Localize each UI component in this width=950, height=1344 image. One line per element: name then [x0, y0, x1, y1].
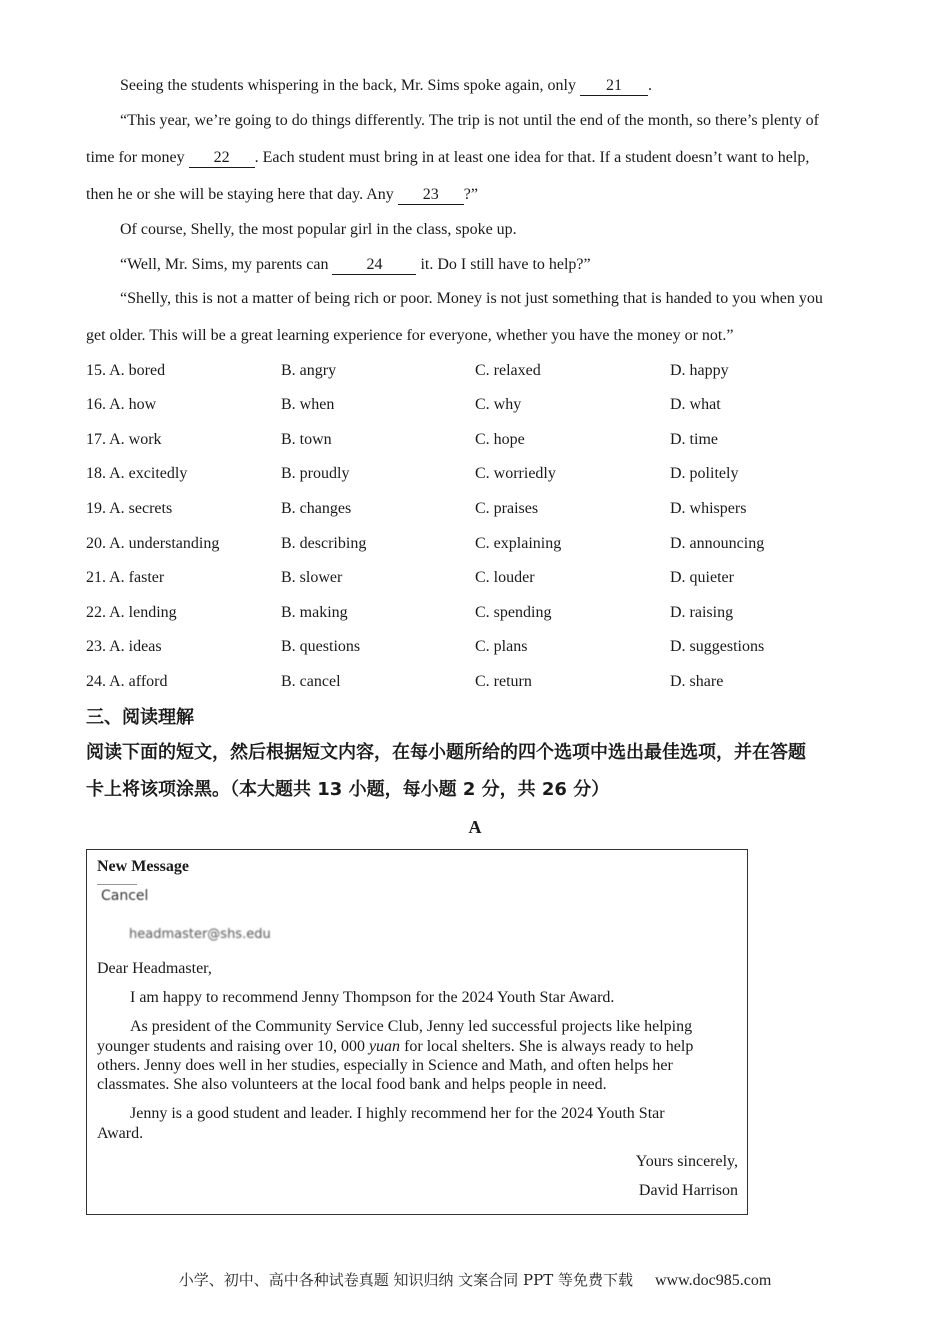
footer-text: 小学、初中、高中各种试卷真题 知识归纳 文案合同 PPT 等免费下载 [178, 1271, 633, 1289]
passage-text: then he or she will be staying here that day. Any [86, 186, 398, 203]
option-17-a: 17. A. work [86, 431, 162, 448]
passage-text: it. Do I still have to help?” [416, 256, 591, 273]
passage-paragraph-1 [120, 76, 652, 96]
blank-22: 22 [189, 149, 255, 168]
option-24-d: D. share [670, 673, 724, 690]
email-text-italic: yuan [368, 1038, 401, 1055]
email-paragraph-2-line-1: As president of the Community Service Club, Jenny led successful projects like helping [130, 1018, 693, 1035]
option-20-d: D. announcing [670, 535, 765, 552]
passage-paragraph-2-line-1: “This year, we’re going to do things differently. The trip is not until the end of the month, so there’s plenty of [120, 112, 819, 129]
option-21-a: 21. A. faster [86, 569, 165, 586]
email-greeting: Dear Headmaster, [97, 960, 212, 977]
message-title: New Message [97, 858, 189, 875]
option-18-a: 18. A. excitedly [86, 465, 188, 482]
passage-text: Seeing the students whispering in the back, Mr. Sims spoke again, only [120, 77, 580, 94]
passage-paragraph-2-line-3 [86, 185, 478, 205]
option-15-c: C. relaxed [475, 362, 541, 379]
option-20-c: C. explaining [475, 535, 562, 552]
passage-paragraph-3: Of course, Shelly, the most popular girl in the class, spoke up. [120, 221, 517, 238]
option-19-d: D. whispers [670, 500, 747, 517]
option-22-c: C. spending [475, 604, 552, 621]
option-15-b: B. angry [281, 362, 337, 379]
option-17-c: C. hope [475, 431, 525, 448]
option-16-d: D. what [670, 396, 721, 413]
option-23-c: C. plans [475, 638, 528, 655]
cancel-button[interactable]: Cancel [101, 888, 149, 904]
option-16-a: 16. A. how [86, 396, 157, 413]
email-signature: David Harrison [638, 1182, 738, 1199]
option-17-b: B. town [281, 431, 332, 448]
part-label: A [468, 817, 482, 837]
passage-paragraph-4 [120, 255, 591, 275]
passage-text: . Each student must bring in at least one idea for that. If a student doesn’t want to help, [254, 149, 810, 166]
page-footer [0, 1269, 950, 1290]
passage-text: “Well, Mr. Sims, my parents can [120, 256, 333, 273]
option-18-b: B. proudly [281, 465, 350, 482]
option-24-c: C. return [475, 673, 532, 690]
option-17-d: D. time [670, 431, 718, 448]
option-18-d: D. politely [670, 465, 739, 482]
email-text: younger students and raising over 10, 000 [97, 1038, 369, 1055]
option-18-c: C. worriedly [475, 465, 556, 482]
section-heading: 三、阅读理解 [86, 707, 194, 728]
option-19-c: C. praises [475, 500, 539, 517]
recipient-address: headmaster@shs.edu [129, 927, 271, 942]
option-21-c: C. louder [475, 569, 535, 586]
option-21-d: D. quieter [670, 569, 734, 586]
option-19-b: B. changes [281, 500, 352, 517]
email-paragraph-3-line-2: Award. [97, 1125, 144, 1142]
passage-paragraph-5-line-2: get older. This will be a great learning experience for everyone, whether you have the money or not.” [86, 327, 734, 344]
option-23-a: 23. A. ideas [86, 638, 162, 655]
option-21-b: B. slower [281, 569, 343, 586]
option-22-a: 22. A. lending [86, 604, 177, 621]
blank-21: 21 [580, 77, 648, 96]
option-24-a: 24. A. afford [86, 673, 168, 690]
passage-text: ?” [463, 186, 478, 203]
email-paragraph-1: I am happy to recommend Jenny Thompson for the 2024 Youth Star Award. [130, 989, 615, 1006]
blank-24: 24 [332, 256, 416, 275]
option-15-d: D. happy [670, 362, 729, 379]
email-paragraph-2-line-4: classmates. She also volunteers at the local food bank and helps people in need. [97, 1076, 607, 1093]
passage-paragraph-2-line-2 [86, 148, 809, 168]
title-divider [97, 884, 137, 885]
email-message-box [86, 849, 748, 1215]
option-19-a: 19. A. secrets [86, 500, 173, 517]
option-22-d: D. raising [670, 604, 734, 621]
option-23-d: D. suggestions [670, 638, 765, 655]
passage-text: . [647, 77, 652, 94]
section-instruction-line-2: 卡上将该项涂黑。（本大题共 13 小题，每小题 2 分，共 26 分） [86, 779, 610, 800]
footer-url[interactable]: www.doc985.com [654, 1272, 772, 1289]
option-20-b: B. describing [281, 535, 367, 552]
email-paragraph-2-line-3: others. Jenny does well in her studies, especially in Science and Math, and often helps her [97, 1057, 673, 1074]
passage-text: time for money [86, 149, 189, 166]
option-24-b: B. cancel [281, 673, 341, 690]
option-16-c: C. why [475, 396, 522, 413]
option-22-b: B. making [281, 604, 348, 621]
email-paragraph-2-line-2 [97, 1037, 693, 1057]
option-15-a: 15. A. bored [86, 362, 166, 379]
option-16-b: B. when [281, 396, 335, 413]
option-23-b: B. questions [281, 638, 361, 655]
option-20-a: 20. A. understanding [86, 535, 220, 552]
email-paragraph-3-line-1: Jenny is a good student and leader. I highly recommend her for the 2024 Youth Star [130, 1105, 665, 1122]
section-instruction-line-1: 阅读下面的短文，然后根据短文内容，在每小题所给的四个选项中选出最佳选项，并在答题 [86, 742, 806, 763]
passage-paragraph-5-line-1: “Shelly, this is not a matter of being rich or poor. Money is not just something that is handed to you when you [120, 290, 823, 307]
email-closing: Yours sincerely, [635, 1153, 738, 1170]
email-text: for local shelters. She is always ready to help [400, 1038, 694, 1055]
blank-23: 23 [398, 186, 464, 205]
